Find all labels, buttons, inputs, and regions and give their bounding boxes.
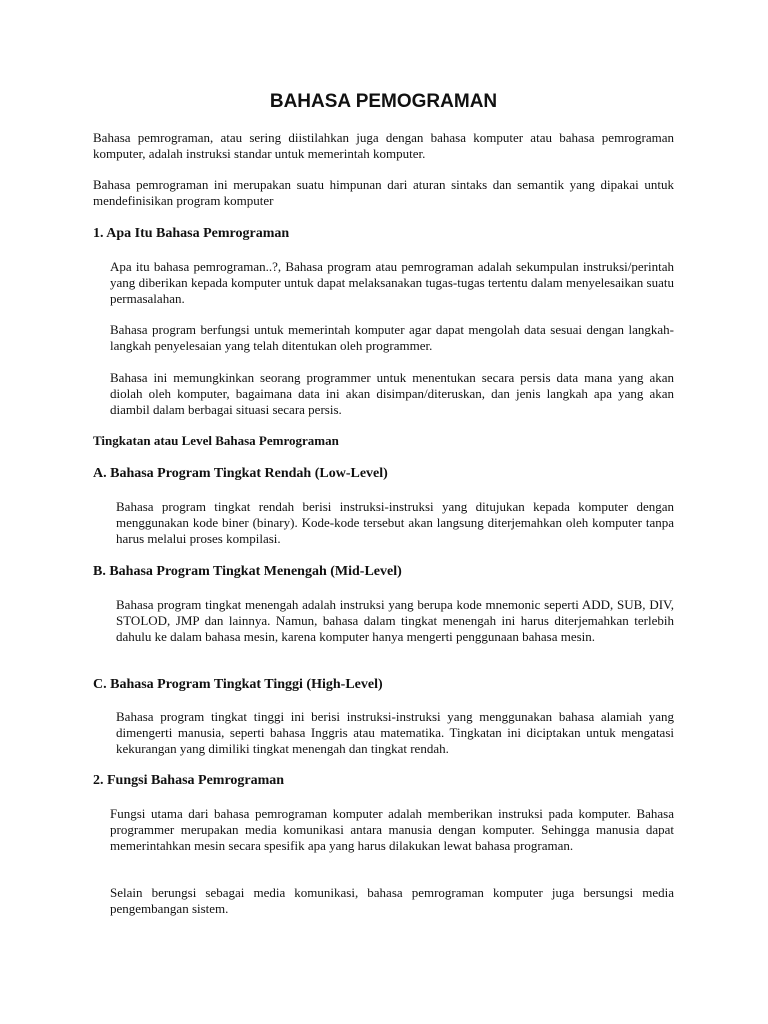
level-c-text: Bahasa program tingkat tinggi ini berisi instruksi-instruksi yang menggunakan bahasa alamiah yang dimengerti manusia, seperti bahasa Inggris atau matematika. Tingkatan ini diciptakan untuk mengatasi kekurangan yang dimiliki tingkat menengah dan tingkat rendah. [116, 709, 674, 756]
section-1-paragraph-1: Apa itu bahasa pemrograman..?, Bahasa program atau pemrograman adalah sekumpulan instruksi/perintah yang diberikan kepada komputer untuk dapat melaksanakan tugas-tugas tertentu dalam menyelesaikan suatu permasalahan. [110, 259, 674, 306]
section-1-paragraph-2: Bahasa program berfungsi untuk memerintah komputer agar dapat mengolah data sesuai dengan langkah-langkah penyelesaian yang telah ditentukan oleh programmer. [110, 322, 674, 353]
section-2-heading: 2. Fungsi Bahasa Pemrograman [93, 773, 285, 788]
level-b-heading: B. Bahasa Program Tingkat Menengah (Mid-Level) [93, 564, 402, 579]
level-a-text: Bahasa program tingkat rendah berisi instruksi-instruksi yang ditujukan kepada komputer dengan menggunakan kode biner (binary). Kode-kode tersebut akan langsung diterjemahkan oleh komputer tanpa harus melalui proses kompilasi. [116, 499, 674, 546]
section-2-paragraph-2: Selain berungsi sebagai media komunikasi, bahasa pemrograman komputer juga bersungsi media pengembangan sistem. [110, 885, 674, 916]
level-c-heading: C. Bahasa Program Tingkat Tinggi (High-Level) [93, 677, 383, 692]
section-1-heading: 1. Apa Itu Bahasa Pemrograman [93, 226, 290, 241]
level-b-text: Bahasa program tingkat menengah adalah instruksi yang berupa kode mnemonic seperti ADD, SUB, DIV, STOLOD, JMP dan lainnya. Namun, bahasa dalam tingkat menengah ini harus diterjemahkan terlebih dahulu ke dalam bahasa mesin, karena komputer hanya mengerti penggunaan bahasa mesin. [116, 597, 674, 644]
document-title: BAHASA PEMOGRAMAN [269, 91, 498, 112]
section-1-paragraph-3: Bahasa ini memungkinkan seorang programmer untuk menentukan secara persis data mana yang akan diolah oleh komputer, bagaimana data ini akan disimpan/diteruskan, dan jenis langkah apa yang akan diambil dalam berbagai situasi secara persis. [110, 370, 674, 417]
intro-paragraph-2: Bahasa pemrograman ini merupakan suatu himpunan dari aturan sintaks dan semantik yang dipakai untuk mendefinisikan program komputer [93, 177, 674, 208]
level-a-heading: A. Bahasa Program Tingkat Rendah (Low-Level) [93, 466, 388, 481]
intro-paragraph-1: Bahasa pemrograman, atau sering diistilahkan juga dengan bahasa komputer atau bahasa pemrograman komputer, adalah instruksi standar untuk memerintah komputer. [93, 130, 674, 161]
section-2-paragraph-1: Fungsi utama dari bahasa pemrograman komputer adalah memberikan instruksi pada komputer. Bahasa programmer merupakan media komunikasi antara manusia dengan komputer. Sehingga manusia dapat memerintahkan mesin secara spesifik apa yang harus dilakukan lewat bahasa programan. [110, 806, 674, 853]
levels-heading: Tingkatan atau Level Bahasa Pemrograman [93, 433, 339, 448]
